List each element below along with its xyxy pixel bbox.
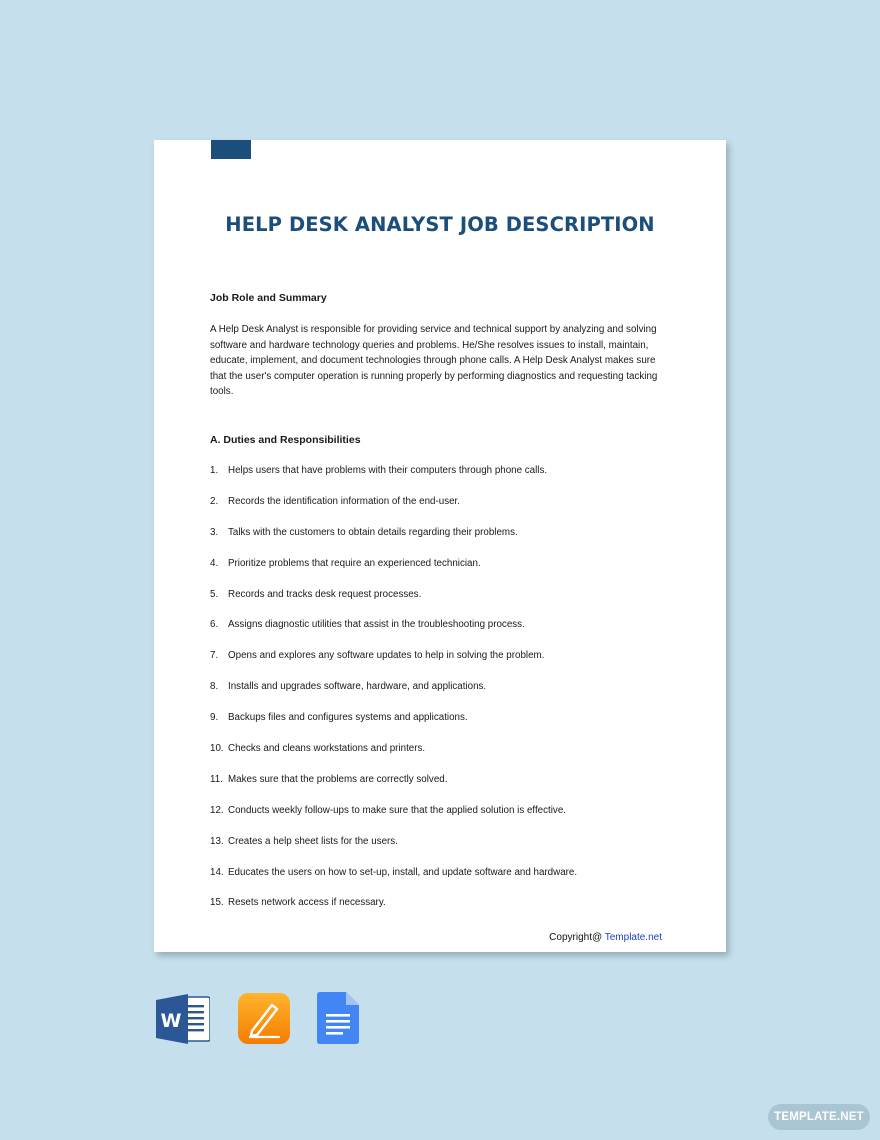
google-docs-icon[interactable] (317, 992, 359, 1044)
section-heading-job-role: Job Role and Summary (210, 292, 327, 304)
duties-list (210, 463, 670, 926)
summary-paragraph: A Help Desk Analyst is responsible for providing service and technical support by analyzing and solving software and hardware technology queries and problems. He/She resolves issues to install, maintain, educate, implement, and document technologies through phone calls. A Help Desk Analyst makes sure that the user's computer operation is running properly by performing diagnostics and requesting tacking tools. (210, 324, 658, 398)
document-header-tab (211, 140, 251, 159)
list-item: 14. Educates the users on how to set-up, install, and update software and hardware. (210, 866, 578, 878)
section-heading-duties: A. Duties and Responsibilities (210, 433, 361, 446)
list-item: 1. Helps users that have problems with their computers through phone calls. (210, 464, 548, 476)
list-item: 11. Makes sure that the problems are correctly solved. (210, 773, 448, 785)
document-page (154, 140, 726, 952)
list-item: 5. Records and tracks desk request processes. (210, 588, 422, 600)
template-net-link[interactable]: Template.net (604, 932, 662, 943)
list-item: 7. Opens and explores any software updates to help in solving the problem. (210, 650, 545, 662)
list-item: 12. Conducts weekly follow-ups to make sure that the applied solution is effective. (210, 804, 566, 816)
document-title: HELP DESK ANALYST JOB DESCRIPTION (225, 213, 655, 236)
apple-pages-icon[interactable] (238, 993, 290, 1044)
list-item: 9. Backups files and configures systems and applications. (210, 712, 468, 724)
list-item: 6. Assigns diagnostic utilities that assist in the troubleshooting process. (210, 619, 525, 631)
list-item: 8. Installs and upgrades software, hardware, and applications. (210, 681, 487, 693)
list-item: 3. Talks with the customers to obtain details regarding their problems. (210, 526, 518, 538)
copyright-notice: Copyright@ Template.net (549, 932, 662, 943)
document-content (210, 290, 670, 926)
template-net-badge[interactable]: TEMPLATE.NET (768, 1104, 870, 1130)
list-item: 13. Creates a help sheet lists for the users. (210, 835, 398, 847)
list-item: 2. Records the identification information of the end-user. (210, 495, 460, 507)
list-item: 4. Prioritize problems that require an experienced technician. (210, 557, 481, 569)
list-item: 15. Resets network access if necessary. (210, 897, 386, 909)
svg-text:W: W (160, 1010, 182, 1032)
microsoft-word-icon[interactable] (156, 994, 210, 1044)
list-item: 10. Checks and cleans workstations and printers. (210, 742, 426, 754)
